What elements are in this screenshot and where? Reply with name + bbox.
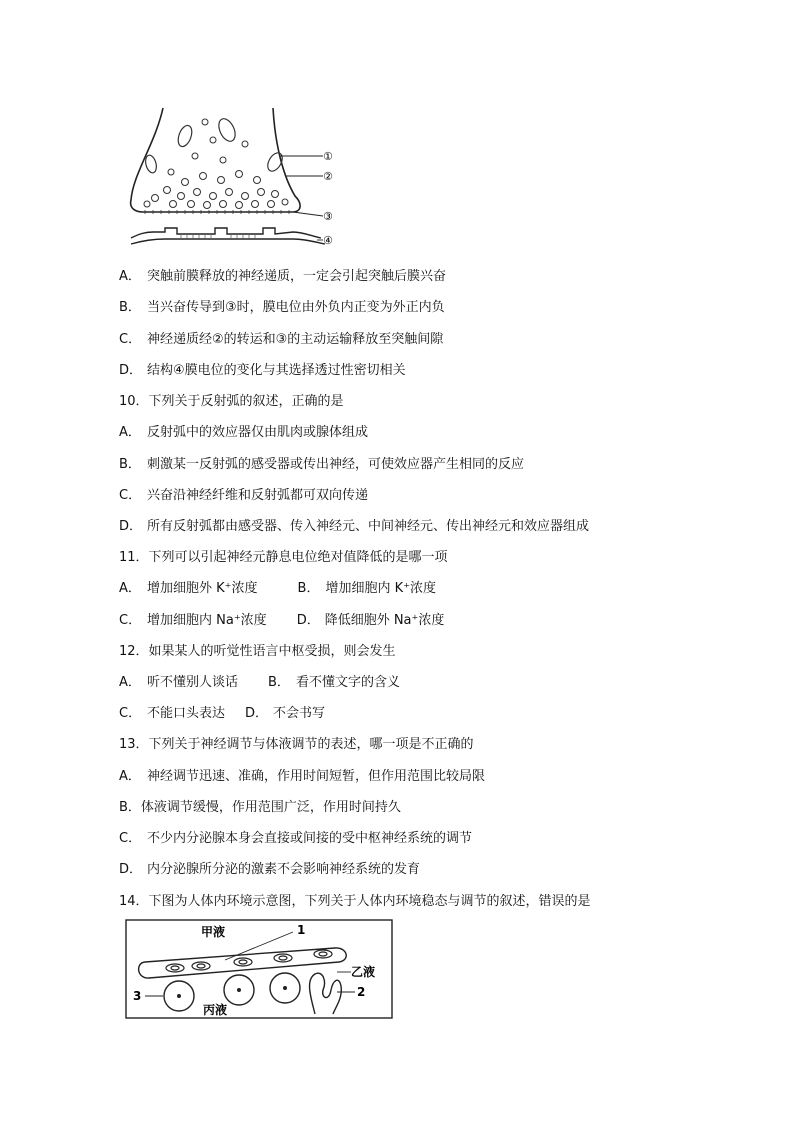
q13-option-b: B．体液调节缓慢，作用范围广泛，作用时间持久 — [119, 800, 401, 815]
q14-stem: 14．下图为人体内环境示意图，下列关于人体内环境稳态与调节的叙述，错误的是 — [119, 894, 591, 909]
q10-stem: 10．下列关于反射弧的叙述，正确的是 — [119, 394, 344, 409]
q13-option-c: C． 不少内分泌腺本身会直接或间接的受中枢神经系统的调节 — [119, 831, 473, 846]
q10-option-a: A． 反射弧中的效应器仅由肌肉或腺体组成 — [119, 425, 369, 440]
q12-stem: 12．如果某人的听觉性语言中枢受损，则会发生 — [119, 644, 396, 659]
label-3: ③ — [323, 210, 333, 223]
q9-option-c: C． 神经递质经②的转运和③的主动运输释放至突触间隙 — [119, 332, 444, 347]
q12-options-row1: A． 听不懂别人谈话 B． 看不懂文字的含义 — [119, 675, 401, 690]
q13-option-a: A． 神经调节迅速、准确，作用时间短暂，但作用范围比较局限 — [119, 769, 486, 784]
q9-option-d: D． 结构④膜电位的变化与其选择透过性密切相关 — [119, 363, 406, 378]
label-num3: 3 — [133, 989, 142, 1003]
label-4: ④ — [323, 234, 333, 247]
q11-stem: 11．下列可以引起神经元静息电位绝对值降低的是哪一项 — [119, 550, 448, 565]
q13-stem: 13．下列关于神经调节与体液调节的表述，哪一项是不正确的 — [119, 737, 474, 752]
label-jia: 甲液 — [201, 925, 226, 939]
q9-option-b: B． 当兴奋传导到③时，膜电位由外负内正变为外正内负 — [119, 300, 445, 315]
q13-option-d: D． 内分泌腺所分泌的激素不会影响神经系统的发育 — [119, 862, 421, 877]
q9-option-a: A． 突触前膜释放的神经递质，一定会引起突触后膜兴奋 — [119, 269, 447, 284]
internal-environment-figure — [125, 918, 395, 1020]
q11-options-row2: C． 增加细胞内 Na⁺浓度 D． 降低细胞外 Na⁺浓度 — [119, 613, 445, 628]
q11-options-row1: A． 增加细胞外 K⁺浓度 B． 增加细胞内 K⁺浓度 — [119, 581, 437, 596]
label-num2: 2 — [357, 985, 366, 999]
q10-option-b: B． 刺激某一反射弧的感受器或传出神经，可使效应器产生相同的反应 — [119, 457, 525, 472]
label-yi: 乙液 — [351, 965, 376, 979]
q12-options-row2: C． 不能口头表达 D． 不会书写 — [119, 706, 326, 721]
q10-option-c: C． 兴奋沿神经纤维和反射弧都可双向传递 — [119, 488, 369, 503]
label-2: ② — [323, 170, 333, 183]
label-bing: 丙液 — [203, 1003, 228, 1017]
label-1: ① — [323, 150, 333, 163]
q10-option-d: D． 所有反射弧都由感受器、传入神经元、中间神经元、传出神经元和效应器组成 — [119, 519, 590, 534]
synapse-figure — [125, 104, 355, 250]
label-num1: 1 — [297, 923, 306, 937]
